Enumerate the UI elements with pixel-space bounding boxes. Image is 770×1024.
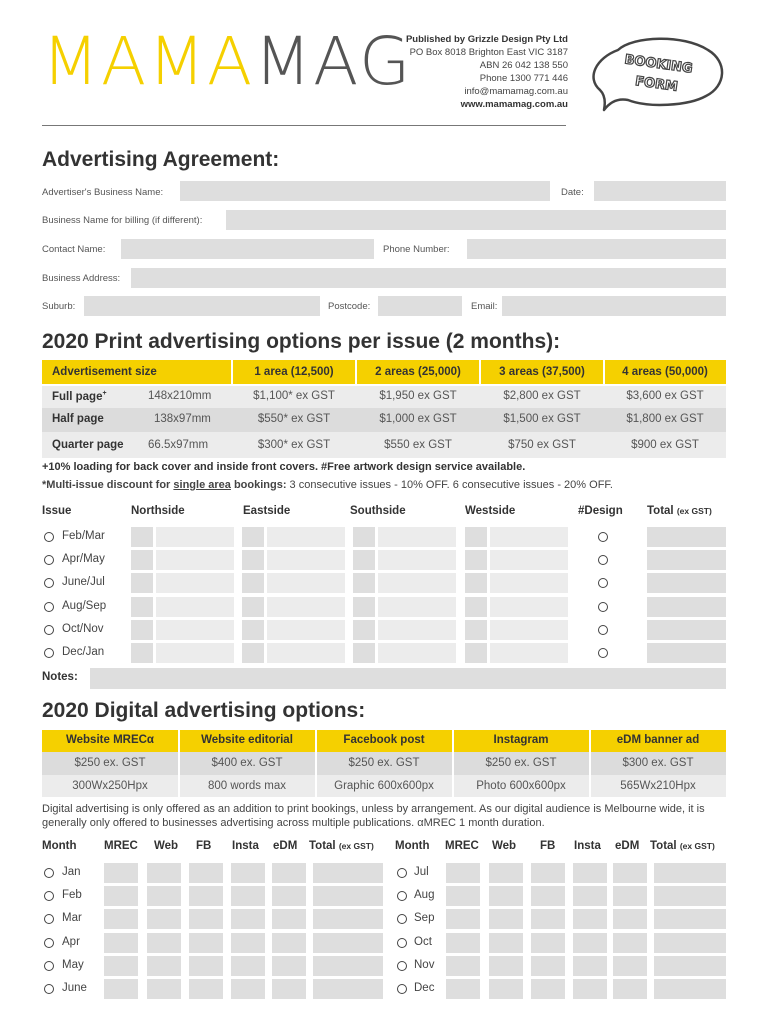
area-checkbox[interactable] — [353, 527, 375, 547]
full-price-1: $1,100* ex GST — [253, 390, 335, 402]
area-checkbox[interactable] — [131, 643, 153, 663]
web-col-header: Web — [154, 840, 179, 852]
digital-option-field[interactable] — [446, 909, 480, 929]
digital-option-field[interactable] — [489, 933, 523, 953]
digital-total-field[interactable] — [654, 886, 726, 906]
digital-option-field[interactable] — [573, 886, 607, 906]
digital-header-mrec: Website MRECα — [65, 734, 154, 746]
fb-col-header: FB — [196, 840, 212, 852]
mrec-col-header: MREC — [104, 840, 138, 852]
phone-number-field[interactable] — [467, 239, 726, 259]
area-field[interactable] — [378, 597, 456, 617]
area-field[interactable] — [156, 620, 234, 640]
month-radio[interactable] — [397, 868, 407, 878]
digital-total-field[interactable] — [313, 909, 383, 929]
booking-form-badge — [588, 36, 728, 124]
digital-price-editorial: $400 ex. GST — [211, 757, 283, 769]
digital-option-field[interactable] — [573, 863, 607, 883]
digital-option-field[interactable] — [573, 933, 607, 953]
print-header-4areas: 4 areas (50,000) — [622, 366, 708, 378]
month-radio[interactable] — [44, 961, 54, 971]
issue-total-field[interactable] — [647, 550, 726, 570]
issue-total-field[interactable] — [647, 527, 726, 547]
digital-option-field[interactable] — [189, 909, 223, 929]
quarter-page-size: 66.5x97mm — [148, 439, 209, 451]
area-field[interactable] — [267, 573, 345, 593]
publisher-email: info@mamamag.com.au — [464, 86, 568, 97]
month-radio[interactable] — [44, 984, 54, 994]
digital-option-field[interactable] — [104, 979, 138, 999]
digital-option-field[interactable] — [147, 979, 181, 999]
digital-spec-editorial: 800 words max — [208, 780, 286, 792]
logo — [42, 22, 412, 102]
notes-field[interactable] — [90, 668, 726, 689]
digital-price-instagram: $250 ex. GST — [485, 757, 557, 769]
header-sep — [231, 360, 233, 384]
note2-rest: 3 consecutive issues - 10% OFF. 6 consecutive issues - 20% OFF. — [286, 479, 613, 491]
digital-option-field[interactable] — [573, 909, 607, 929]
issue-label: Apr/May — [62, 553, 105, 566]
digital-option-field[interactable] — [613, 863, 647, 883]
total-label: Total — [650, 840, 677, 852]
total-sub: (ex GST) — [338, 841, 374, 851]
digital-header-instagram: Instagram — [493, 734, 549, 746]
digital-total-field[interactable] — [313, 979, 383, 999]
area-field[interactable] — [490, 573, 568, 593]
quarter-price-2: $550 ex GST — [384, 439, 452, 451]
email-label: Email: — [471, 301, 498, 312]
agreement-title: Advertising Agreement: — [42, 148, 280, 171]
digital-option-field[interactable] — [104, 909, 138, 929]
issue-total-field[interactable] — [647, 597, 726, 617]
month-col-header-right: Month — [395, 840, 430, 852]
month-label: Mar — [62, 912, 82, 925]
month-radio[interactable] — [44, 914, 54, 924]
month-radio[interactable] — [44, 938, 54, 948]
print-header-2areas: 2 areas (25,000) — [375, 366, 461, 378]
digital-option-field[interactable] — [147, 909, 181, 929]
business-name-label: Advertiser's Business Name: — [42, 187, 164, 198]
digital-option-field[interactable] — [104, 863, 138, 883]
digital-option-field[interactable] — [189, 979, 223, 999]
digital-option-field[interactable] — [147, 863, 181, 883]
area-checkbox[interactable] — [353, 643, 375, 663]
postcode-field[interactable] — [378, 296, 462, 316]
area-checkbox[interactable] — [353, 573, 375, 593]
area-checkbox[interactable] — [131, 620, 153, 640]
area-checkbox[interactable] — [242, 597, 264, 617]
month-label: Apr — [62, 935, 80, 948]
digital-option-field[interactable] — [489, 886, 523, 906]
digital-option-field[interactable] — [446, 979, 480, 999]
mrec-col-header-right: MREC — [445, 840, 479, 852]
digital-option-field[interactable] — [613, 956, 647, 976]
digital-option-field[interactable] — [231, 933, 265, 953]
fb-col-header-right: FB — [540, 840, 556, 852]
month-radio[interactable] — [397, 914, 407, 924]
area-field[interactable] — [378, 620, 456, 640]
month-label: June — [62, 982, 87, 994]
month-label: Feb — [62, 889, 82, 902]
print-header-size: Advertisement size — [52, 366, 157, 378]
area-field[interactable] — [378, 550, 456, 570]
design-radio[interactable] — [598, 578, 608, 588]
area-field[interactable] — [156, 573, 234, 593]
date-field[interactable] — [594, 181, 726, 201]
digital-total-field[interactable] — [654, 979, 726, 999]
month-label: Oct — [414, 935, 432, 948]
web-col-header-right: Web — [492, 840, 517, 852]
issue-label: Dec/Jan — [62, 646, 105, 658]
half-page-name: Half page — [52, 413, 104, 425]
issue-label: Aug/Sep — [62, 599, 107, 612]
business-address-label: Business Address: — [42, 273, 121, 284]
area-checkbox[interactable] — [242, 620, 264, 640]
design-col-header: #Design — [578, 505, 623, 517]
issue-col-header: Issue — [42, 505, 72, 517]
southside-col-header: Southside — [350, 505, 406, 517]
digital-option-field[interactable] — [147, 886, 181, 906]
publisher-name: Published by Grizzle Design Pty Ltd — [405, 34, 568, 45]
speech-bubble-shape — [594, 39, 722, 110]
area-checkbox[interactable] — [353, 550, 375, 570]
total-col-header-left — [309, 840, 374, 852]
business-name-field[interactable] — [180, 181, 550, 201]
digital-option-field[interactable] — [189, 956, 223, 976]
digital-spec-facebook: Graphic 600x600px — [334, 780, 434, 792]
digital-option-field[interactable] — [613, 933, 647, 953]
digital-option-field[interactable] — [231, 863, 265, 883]
eastside-col-header: Eastside — [243, 505, 291, 517]
publisher-website: www.mamamag.com.au — [460, 99, 568, 110]
edm-col-header: eDM — [273, 840, 298, 852]
issue-radio[interactable] — [44, 648, 54, 658]
total-col-header — [647, 505, 712, 517]
total-label: Total — [309, 840, 336, 852]
area-checkbox[interactable] — [242, 573, 264, 593]
digital-title: 2020 Digital advertising options: — [42, 699, 366, 722]
header-sep — [603, 360, 605, 384]
digital-option-field[interactable] — [231, 979, 265, 999]
area-field[interactable] — [490, 597, 568, 617]
area-checkbox[interactable] — [353, 620, 375, 640]
area-field[interactable] — [267, 527, 345, 547]
half-price-3: $1,500 ex GST — [503, 413, 581, 425]
digital-option-field[interactable] — [189, 863, 223, 883]
full-price-4: $3,600 ex GST — [626, 390, 704, 402]
print-title: 2020 Print advertising options per issue (2 months): — [42, 330, 561, 353]
email-field[interactable] — [502, 296, 726, 316]
month-label: May — [62, 958, 84, 971]
contact-name-label: Contact Name: — [42, 244, 106, 255]
digital-option-field[interactable] — [531, 933, 565, 953]
digital-option-field[interactable] — [272, 956, 306, 976]
issue-radio[interactable] — [44, 625, 54, 635]
area-checkbox[interactable] — [465, 597, 487, 617]
area-checkbox[interactable] — [131, 550, 153, 570]
publisher-phone: Phone 1300 771 446 — [479, 73, 568, 84]
quarter-price-3: $750 ex GST — [508, 439, 576, 451]
area-checkbox[interactable] — [242, 550, 264, 570]
total-sub: (ex GST) — [676, 506, 712, 516]
northside-col-header: Northside — [131, 505, 185, 517]
area-checkbox[interactable] — [465, 573, 487, 593]
digital-option-field[interactable] — [231, 956, 265, 976]
area-field[interactable] — [267, 643, 345, 663]
area-checkbox[interactable] — [242, 643, 264, 663]
digital-total-field[interactable] — [654, 956, 726, 976]
area-field[interactable] — [490, 643, 568, 663]
digital-option-field[interactable] — [489, 863, 523, 883]
month-label: Jan — [62, 866, 81, 878]
badge-line2: FORM — [634, 74, 679, 95]
area-checkbox[interactable] — [131, 597, 153, 617]
issue-radio[interactable] — [44, 602, 54, 612]
area-checkbox[interactable] — [465, 643, 487, 663]
digital-option-field[interactable] — [147, 956, 181, 976]
half-page-size: 138x97mm — [154, 413, 211, 425]
digital-pricing-table — [42, 730, 726, 798]
total-label: Total — [647, 505, 674, 517]
area-field[interactable] — [378, 527, 456, 547]
total-sub: (ex GST) — [679, 841, 715, 851]
digital-option-field[interactable] — [189, 933, 223, 953]
publisher-address: PO Box 8018 Brighton East VIC 3187 — [409, 47, 568, 58]
digital-option-field[interactable] — [446, 933, 480, 953]
digital-option-field[interactable] — [489, 979, 523, 999]
issue-radio[interactable] — [44, 532, 54, 542]
digital-option-field[interactable] — [573, 956, 607, 976]
digital-total-field[interactable] — [654, 863, 726, 883]
area-field[interactable] — [490, 620, 568, 640]
digital-note: Digital advertising is only offered as an addition to print bookings, unless by arrangement. As our digital audience is Melbourne wide, it is generally only offered to businesses advertising across multiple publications. αMREC 1 month duration. — [42, 803, 705, 829]
digital-option-field[interactable] — [573, 979, 607, 999]
publisher-abn: ABN 26 042 138 550 — [479, 60, 568, 71]
area-field[interactable] — [490, 527, 568, 547]
digital-total-field[interactable] — [654, 933, 726, 953]
digital-total-field[interactable] — [313, 886, 383, 906]
area-field[interactable] — [490, 550, 568, 570]
area-field[interactable] — [378, 573, 456, 593]
issue-total-field[interactable] — [647, 573, 726, 593]
digital-option-field[interactable] — [272, 933, 306, 953]
issue-label: June/Jul — [62, 576, 105, 589]
business-address-field[interactable] — [131, 268, 726, 288]
area-checkbox[interactable] — [242, 527, 264, 547]
month-label: Dec — [414, 982, 435, 994]
quarter-page-name: Quarter page — [52, 439, 124, 451]
digital-option-field[interactable] — [613, 909, 647, 929]
issue-total-field[interactable] — [647, 643, 726, 663]
full-page-name — [52, 390, 107, 403]
digital-option-field[interactable] — [613, 979, 647, 999]
westside-col-header: Westside — [465, 505, 516, 517]
digital-option-field[interactable] — [272, 979, 306, 999]
suburb-label: Suburb: — [42, 301, 76, 312]
full-page-size: 148x210mm — [148, 390, 212, 402]
area-field[interactable] — [156, 550, 234, 570]
billing-name-field[interactable] — [226, 210, 726, 230]
insta-col-header: Insta — [232, 840, 259, 852]
digital-option-field[interactable] — [531, 909, 565, 929]
month-radio[interactable] — [397, 961, 407, 971]
billing-name-label: Business Name for billing (if different): — [42, 215, 203, 226]
area-checkbox[interactable] — [465, 620, 487, 640]
digital-option-field[interactable] — [147, 933, 181, 953]
design-radio[interactable] — [598, 602, 608, 612]
design-radio[interactable] — [598, 555, 608, 565]
full-page-label: Full page — [52, 390, 103, 403]
design-radio[interactable] — [598, 532, 608, 542]
area-checkbox[interactable] — [131, 573, 153, 593]
digital-total-field[interactable] — [654, 909, 726, 929]
area-field[interactable] — [156, 527, 234, 547]
digital-header-facebook: Facebook post — [343, 734, 425, 746]
design-radio[interactable] — [598, 648, 608, 658]
print-header-1area: 1 area (12,500) — [254, 366, 334, 378]
digital-option-field[interactable] — [531, 863, 565, 883]
month-radio[interactable] — [44, 891, 54, 901]
notes-label: Notes: — [42, 671, 78, 683]
note2-prefix: *Multi-issue discount for — [42, 479, 174, 491]
digital-option-field[interactable] — [531, 956, 565, 976]
logo-mag: MAG — [254, 23, 413, 100]
digital-option-field[interactable] — [104, 956, 138, 976]
header-sep — [479, 360, 481, 384]
area-checkbox[interactable] — [353, 597, 375, 617]
area-field[interactable] — [156, 643, 234, 663]
digital-price-facebook: $250 ex. GST — [348, 757, 420, 769]
month-radio[interactable] — [397, 984, 407, 994]
header-sep — [355, 360, 357, 384]
header-divider — [42, 125, 566, 126]
area-field[interactable] — [267, 620, 345, 640]
suburb-field[interactable] — [84, 296, 320, 316]
digital-option-field[interactable] — [189, 886, 223, 906]
quarter-price-1: $300* ex GST — [257, 439, 331, 451]
area-checkbox[interactable] — [131, 527, 153, 547]
digital-option-field[interactable] — [446, 863, 480, 883]
note2-bold-suffix: bookings: — [230, 479, 287, 491]
digital-option-field[interactable] — [613, 886, 647, 906]
month-label: Aug — [414, 889, 435, 902]
full-price-3: $2,800 ex GST — [503, 390, 581, 402]
logo-mama: MAMA — [42, 23, 255, 100]
digital-total-field[interactable] — [313, 956, 383, 976]
postcode-label: Postcode: — [328, 301, 371, 312]
month-radio[interactable] — [397, 938, 407, 948]
digital-option-field[interactable] — [272, 909, 306, 929]
month-label: Nov — [414, 958, 435, 971]
phone-number-label: Phone Number: — [383, 244, 450, 255]
design-radio[interactable] — [598, 625, 608, 635]
area-field[interactable] — [378, 643, 456, 663]
digital-option-field[interactable] — [446, 956, 480, 976]
digital-option-field[interactable] — [231, 909, 265, 929]
digital-option-field[interactable] — [104, 886, 138, 906]
issue-label: Oct/Nov — [62, 622, 104, 635]
half-price-2: $1,000 ex GST — [379, 413, 457, 425]
full-page-mark: + — [102, 390, 107, 397]
digital-spec-instagram: Photo 600x600px — [476, 780, 566, 792]
month-label: Jul — [414, 866, 429, 878]
digital-option-field[interactable] — [272, 863, 306, 883]
half-price-4: $1,800 ex GST — [626, 413, 704, 425]
issue-radio[interactable] — [44, 555, 54, 565]
month-radio[interactable] — [397, 891, 407, 901]
digital-option-field[interactable] — [231, 886, 265, 906]
digital-price-edm: $300 ex. GST — [622, 757, 694, 769]
area-field[interactable] — [267, 550, 345, 570]
digital-total-field[interactable] — [313, 933, 383, 953]
print-note-1: +10% loading for back cover and inside front covers. #Free artwork design service available. — [42, 461, 526, 473]
half-price-1: $550* ex GST — [257, 413, 331, 425]
insta-col-header-right: Insta — [574, 840, 601, 852]
digital-total-field[interactable] — [313, 863, 383, 883]
note2-underline: single area — [173, 479, 231, 491]
contact-name-field[interactable] — [121, 239, 374, 259]
area-checkbox[interactable] — [465, 550, 487, 570]
digital-option-field[interactable] — [531, 979, 565, 999]
digital-header-edm: eDM banner ad — [616, 734, 700, 746]
month-col-header: Month — [42, 840, 77, 852]
area-field[interactable] — [267, 597, 345, 617]
area-field[interactable] — [156, 597, 234, 617]
badge-line1: BOOKING — [623, 52, 694, 77]
area-checkbox[interactable] — [465, 527, 487, 547]
quarter-price-4: $900 ex GST — [631, 439, 699, 451]
digital-option-field[interactable] — [489, 956, 523, 976]
digital-option-field[interactable] — [531, 886, 565, 906]
month-label: Sep — [414, 912, 435, 925]
date-label: Date: — [561, 187, 584, 198]
print-note-2 — [42, 479, 613, 491]
issue-radio[interactable] — [44, 578, 54, 588]
month-radio[interactable] — [44, 868, 54, 878]
full-price-2: $1,950 ex GST — [379, 390, 457, 402]
print-header-3areas: 3 areas (37,500) — [499, 366, 585, 378]
digital-option-field[interactable] — [489, 909, 523, 929]
digital-price-mrec: $250 ex. GST — [74, 757, 146, 769]
digital-spec-edm: 565Wx210Hpx — [620, 780, 696, 792]
digital-option-field[interactable] — [446, 886, 480, 906]
digital-option-field[interactable] — [272, 886, 306, 906]
digital-spec-mrec: 300Wx250Hpx — [72, 780, 148, 792]
total-col-header-right — [650, 840, 715, 852]
digital-header-editorial: Website editorial — [201, 734, 293, 746]
edm-col-header-right: eDM — [615, 840, 640, 852]
issue-label: Feb/Mar — [62, 530, 105, 542]
digital-option-field[interactable] — [104, 933, 138, 953]
issue-total-field[interactable] — [647, 620, 726, 640]
